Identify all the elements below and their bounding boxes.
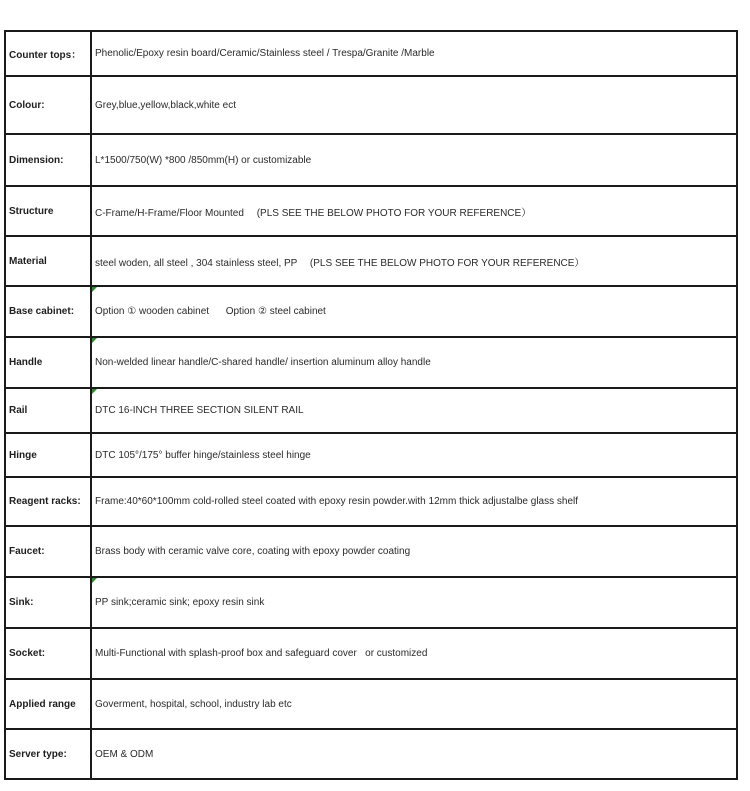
row-value: Non-welded linear handle/C-shared handle/ insertion aluminum alloy handle	[91, 337, 737, 388]
row-value: Multi-Functional with splash-proof box and safeguard cover or customized	[91, 628, 737, 679]
row-label: Rail	[5, 388, 91, 433]
table-row	[5, 729, 737, 779]
row-label: Dimension:	[5, 134, 91, 186]
row-value: Frame:40*60*100mm cold-rolled steel coated with epoxy resin powder.with 12mm thick adjustalbe glass shelf	[91, 477, 737, 526]
table-row	[5, 134, 737, 186]
row-value: Option ① wooden cabinet Option ② steel cabinet	[91, 286, 737, 337]
row-label: Material	[5, 236, 91, 286]
table-row	[5, 477, 737, 526]
table-row	[5, 76, 737, 134]
row-value: DTC 105°/175° buffer hinge/stainless steel hinge	[91, 433, 737, 477]
row-value: Grey,blue,yellow,black,white ect	[91, 76, 737, 134]
row-value: Phenolic/Epoxy resin board/Ceramic/Stainless steel / Trespa/Granite /Marble	[91, 31, 737, 76]
table-row	[5, 628, 737, 679]
row-label: Sink:	[5, 577, 91, 628]
row-label: Base cabinet:	[5, 286, 91, 337]
table-row	[5, 526, 737, 577]
row-label: Counter tops：	[5, 31, 91, 76]
row-value: steel woden, all steel , 304 stainless steel, PP (PLS SEE THE BELOW PHOTO FOR YOUR REFERENCE）	[91, 236, 737, 286]
table-row	[5, 388, 737, 433]
row-label: Server type:	[5, 729, 91, 779]
row-value: PP sink;ceramic sink; epoxy resin sink	[91, 577, 737, 628]
table-row	[5, 236, 737, 286]
row-label: Structure	[5, 186, 91, 236]
row-value: OEM & ODM	[91, 729, 737, 779]
row-label: Faucet:	[5, 526, 91, 577]
row-value: Brass body with ceramic valve core, coating with epoxy powder coating	[91, 526, 737, 577]
row-label: Colour:	[5, 76, 91, 134]
row-value: DTC 16-INCH THREE SECTION SILENT RAIL	[91, 388, 737, 433]
row-label: Applied range	[5, 679, 91, 729]
table-row	[5, 433, 737, 477]
row-value: Goverment, hospital, school, industry lab etc	[91, 679, 737, 729]
spec-table-body	[5, 31, 737, 779]
table-row	[5, 186, 737, 236]
table-row	[5, 337, 737, 388]
row-value: C-Frame/H-Frame/Floor Mounted (PLS SEE THE BELOW PHOTO FOR YOUR REFERENCE）	[91, 186, 737, 236]
row-label: Hinge	[5, 433, 91, 477]
product-spec-table	[4, 30, 738, 780]
row-label: Reagent racks:	[5, 477, 91, 526]
row-label: Socket:	[5, 628, 91, 679]
row-label: Handle	[5, 337, 91, 388]
row-value: L*1500/750(W) *800 /850mm(H) or customizable	[91, 134, 737, 186]
table-row	[5, 286, 737, 337]
table-row	[5, 577, 737, 628]
table-row	[5, 679, 737, 729]
table-row	[5, 31, 737, 76]
